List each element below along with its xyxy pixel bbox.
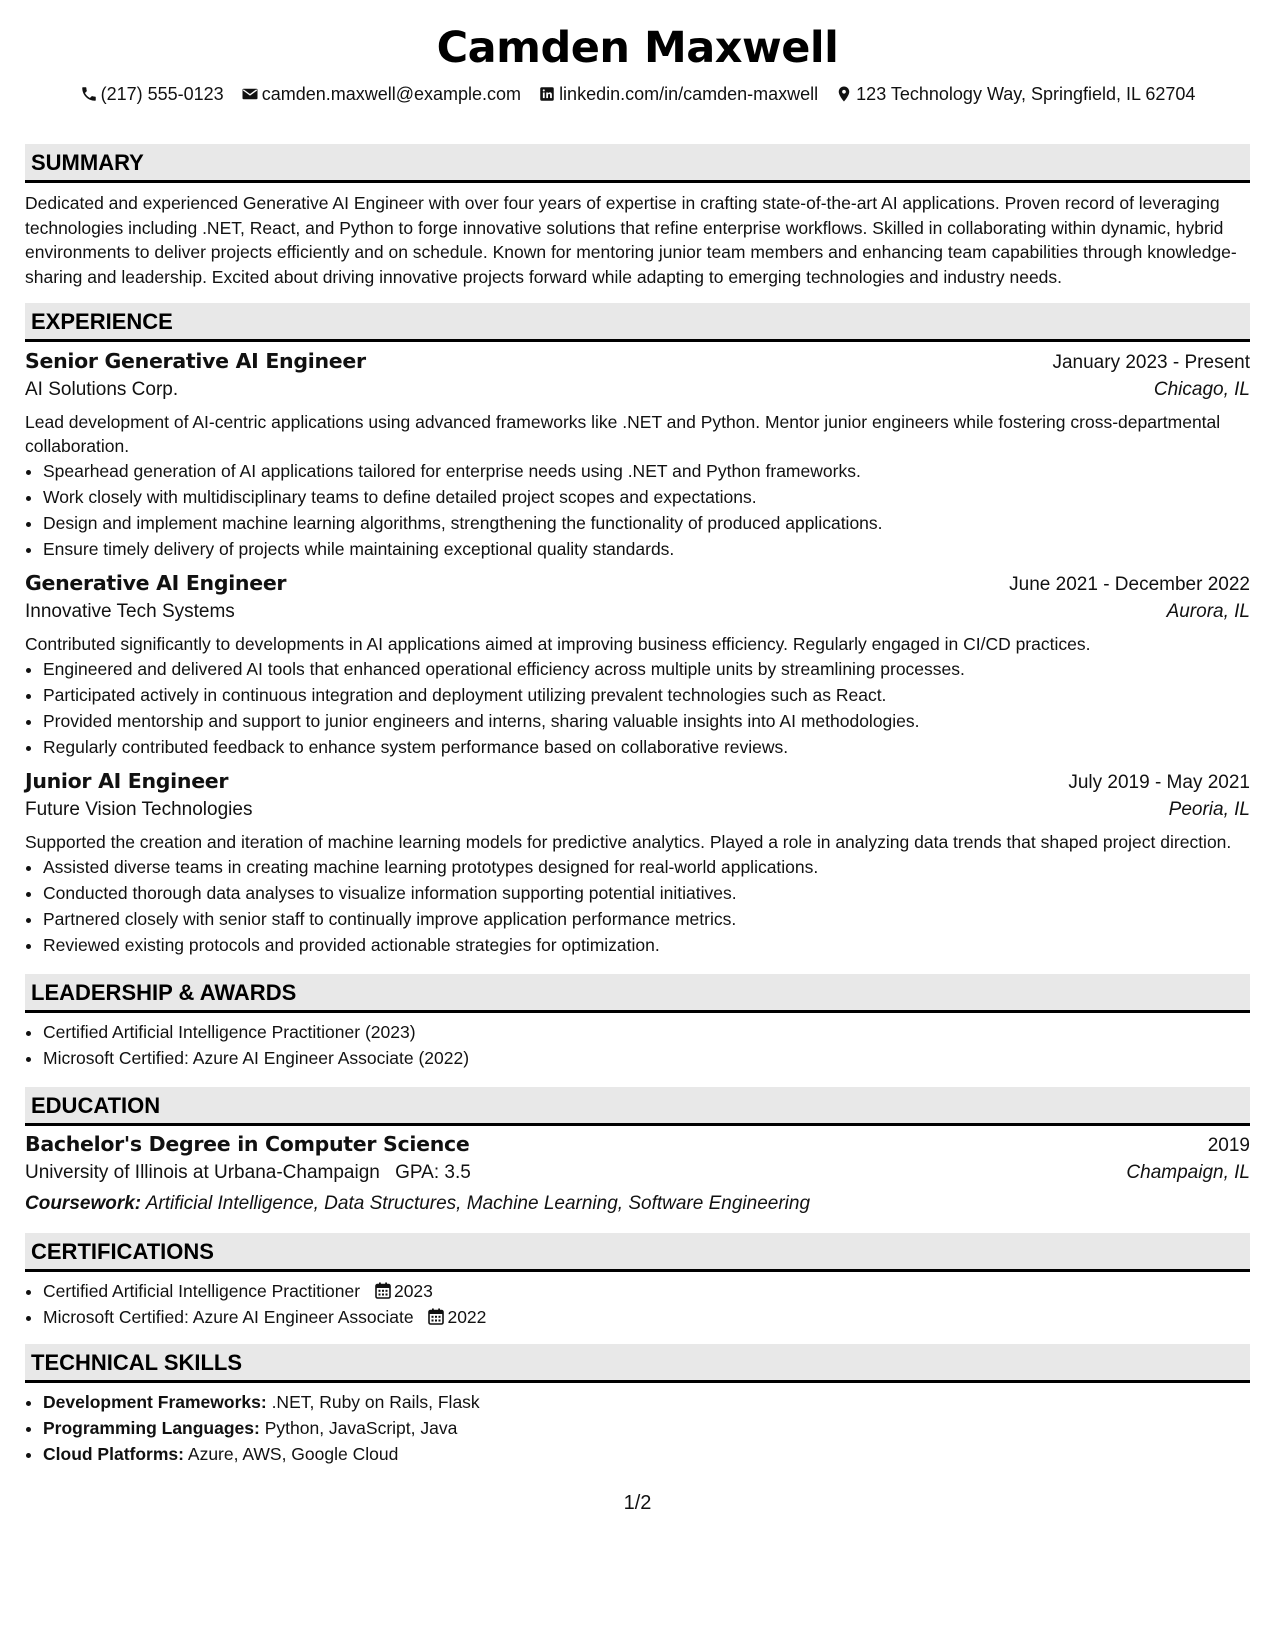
- email-text[interactable]: camden.maxwell@example.com: [261, 83, 522, 104]
- job-entry: [25, 349, 1250, 562]
- degree-title: Bachelor's Degree in Computer Science: [25, 1132, 470, 1156]
- job-bullets: [25, 656, 1250, 760]
- job-bullet: • Engineered and delivered AI tools that enhanced operational efficiency across multiple units by streamlining processes.: [43, 656, 1250, 682]
- certification-year: 2023: [393, 1281, 433, 1301]
- coursework-text: Artificial Intelligence, Data Structures, Machine Learning, Software Engineering: [145, 1193, 811, 1214]
- contact-phone: [80, 84, 224, 105]
- phone-icon: [80, 85, 98, 103]
- skill-value: Python, JavaScript, Java: [264, 1418, 458, 1438]
- leadership-item: • Certified Artificial Intelligence Practitioner (2023): [43, 1019, 1250, 1045]
- education-section: [25, 1087, 1250, 1215]
- summary-text: Dedicated and experienced Generative AI Engineer with over four years of expertise in crafting state-of-the-art AI applications. Proven record of leveraging technologies including .NET, React, and Python to forge innovative solutions that refine enterprise workflows. Skilled in collaborating within dynamic, hybrid environments to deliver projects efficiently and on schedule. Known for mentoring junior team members and enhancing team capabilities through knowledge-sharing and leadership. Excited about driving innovative projects forward while adapting to emerging technologies and industry needs.: [25, 193, 1237, 287]
- skill-label: Development Frameworks:: [43, 1392, 267, 1412]
- resume-page: [25, 0, 1250, 1467]
- job-description: Lead development of AI-centric applications using advanced frameworks like .NET and Python. Mentor junior engineers while fostering cross-departmental collaboration.: [25, 412, 1221, 456]
- candidate-name: Camden Maxwell: [436, 23, 839, 73]
- summary-section: [25, 144, 1250, 289]
- calendar-icon: [375, 1282, 391, 1299]
- job-bullets: [25, 854, 1250, 958]
- section-heading-certifications: CERTIFICATIONS: [25, 1233, 1250, 1272]
- job-dates: July 2019 - May 2021: [1068, 772, 1250, 793]
- certifications-list: [25, 1278, 1250, 1330]
- section-heading-education: EDUCATION: [25, 1087, 1250, 1126]
- job-bullet: • Assisted diverse teams in creating machine learning prototypes designed for real-world applications.: [43, 854, 1250, 880]
- job-bullet: • Participated actively in continuous integration and deployment utilizing prevalent technologies such as React.: [43, 682, 1250, 708]
- job-bullet: • Conducted thorough data analyses to visualize information supporting potential initiatives.: [43, 880, 1250, 906]
- job-title: Junior AI Engineer: [25, 769, 229, 793]
- linkedin-text[interactable]: linkedin.com/in/camden-maxwell: [559, 83, 819, 104]
- company-name: Future Vision Technologies: [25, 799, 253, 820]
- skill-item: [43, 1415, 1250, 1441]
- contact-address: [835, 84, 1195, 105]
- school-name: University of Illinois at Urbana-Champaign: [25, 1162, 380, 1183]
- section-heading-summary: SUMMARY: [25, 144, 1250, 183]
- company-name: AI Solutions Corp.: [25, 379, 179, 400]
- map-pin-icon: [835, 85, 853, 103]
- phone-text: (217) 555-0123: [100, 83, 224, 104]
- skills-list: [25, 1389, 1250, 1467]
- job-title: Senior Generative AI Engineer: [25, 349, 366, 373]
- certification-item: [43, 1304, 1250, 1330]
- coursework-label: Coursework:: [25, 1193, 142, 1214]
- section-heading-leadership: LEADERSHIP & AWARDS: [25, 974, 1250, 1013]
- skill-item: [43, 1389, 1250, 1415]
- leadership-section: [25, 974, 1250, 1071]
- job-bullet: • Partnered closely with senior staff to continually improve application performance metrics.: [43, 906, 1250, 932]
- skill-label: Cloud Platforms:: [43, 1444, 184, 1464]
- section-heading-experience: EXPERIENCE: [25, 303, 1250, 342]
- job-bullet: • Ensure timely delivery of projects while maintaining exceptional quality standards.: [43, 536, 1250, 562]
- certifications-section: [25, 1233, 1250, 1330]
- contact-bar: [25, 78, 1250, 110]
- leadership-list: [25, 1019, 1250, 1071]
- leadership-item: • Microsoft Certified: Azure AI Engineer Associate (2022): [43, 1045, 1250, 1071]
- address-text: 123 Technology Way, Springfield, IL 62704: [856, 83, 1196, 104]
- page-number: 1/2: [623, 1492, 652, 1514]
- job-dates: June 2021 - December 2022: [1009, 574, 1250, 595]
- envelope-icon: [241, 85, 259, 103]
- graduation-year: 2019: [1207, 1135, 1250, 1156]
- skills-section: [25, 1344, 1250, 1467]
- job-bullet: • Spearhead generation of AI applications tailored for enterprise needs using .NET and Python frameworks.: [43, 458, 1250, 484]
- company-name: Innovative Tech Systems: [25, 601, 235, 622]
- section-heading-skills: TECHNICAL SKILLS: [25, 1344, 1250, 1383]
- job-title: Generative AI Engineer: [25, 571, 287, 595]
- skill-value: .NET, Ruby on Rails, Flask: [271, 1392, 480, 1412]
- job-bullet: • Design and implement machine learning algorithms, strengthening the functionality of produced applications.: [43, 510, 1250, 536]
- linkedin-icon: [538, 85, 556, 103]
- job-bullet: • Reviewed existing protocols and provided actionable strategies for optimization.: [43, 932, 1250, 958]
- contact-email[interactable]: [241, 84, 521, 105]
- coursework-line: [25, 1193, 1250, 1215]
- certification-name: Certified Artificial Intelligence Practitioner: [43, 1281, 361, 1301]
- job-location: Peoria, IL: [1168, 799, 1250, 820]
- experience-section: [25, 303, 1250, 958]
- gpa: GPA: 3.5: [395, 1162, 471, 1183]
- school-location: Champaign, IL: [1126, 1162, 1250, 1183]
- skill-item: [43, 1441, 1250, 1467]
- job-entry: [25, 769, 1250, 958]
- job-location: Chicago, IL: [1153, 379, 1250, 400]
- job-bullet: • Regularly contributed feedback to enhance system performance based on collaborative reviews.: [43, 734, 1250, 760]
- job-location: Aurora, IL: [1166, 601, 1250, 622]
- certification-year: 2022: [447, 1307, 487, 1327]
- job-dates: January 2023 - Present: [1052, 352, 1250, 373]
- skill-label: Programming Languages:: [43, 1418, 260, 1438]
- job-description: Supported the creation and iteration of machine learning models for predictive analytics. Played a role in analyzing data trends that shaped project direction.: [25, 832, 1232, 852]
- job-bullets: [25, 458, 1250, 562]
- job-description: Contributed significantly to developments in AI applications aimed at improving business efficiency. Regularly engaged in CI/CD practices.: [25, 634, 1091, 654]
- job-bullet: • Provided mentorship and support to junior engineers and interns, sharing valuable insights into AI methodologies.: [43, 708, 1250, 734]
- certification-name: Microsoft Certified: Azure AI Engineer Associate: [43, 1307, 414, 1327]
- skill-value: Azure, AWS, Google Cloud: [187, 1444, 399, 1464]
- job-entry: [25, 571, 1250, 760]
- certification-item: [43, 1278, 1250, 1304]
- contact-linkedin[interactable]: [538, 84, 818, 105]
- job-bullet: • Work closely with multidisciplinary teams to define detailed project scopes and expectations.: [43, 484, 1250, 510]
- calendar-icon: [428, 1308, 444, 1325]
